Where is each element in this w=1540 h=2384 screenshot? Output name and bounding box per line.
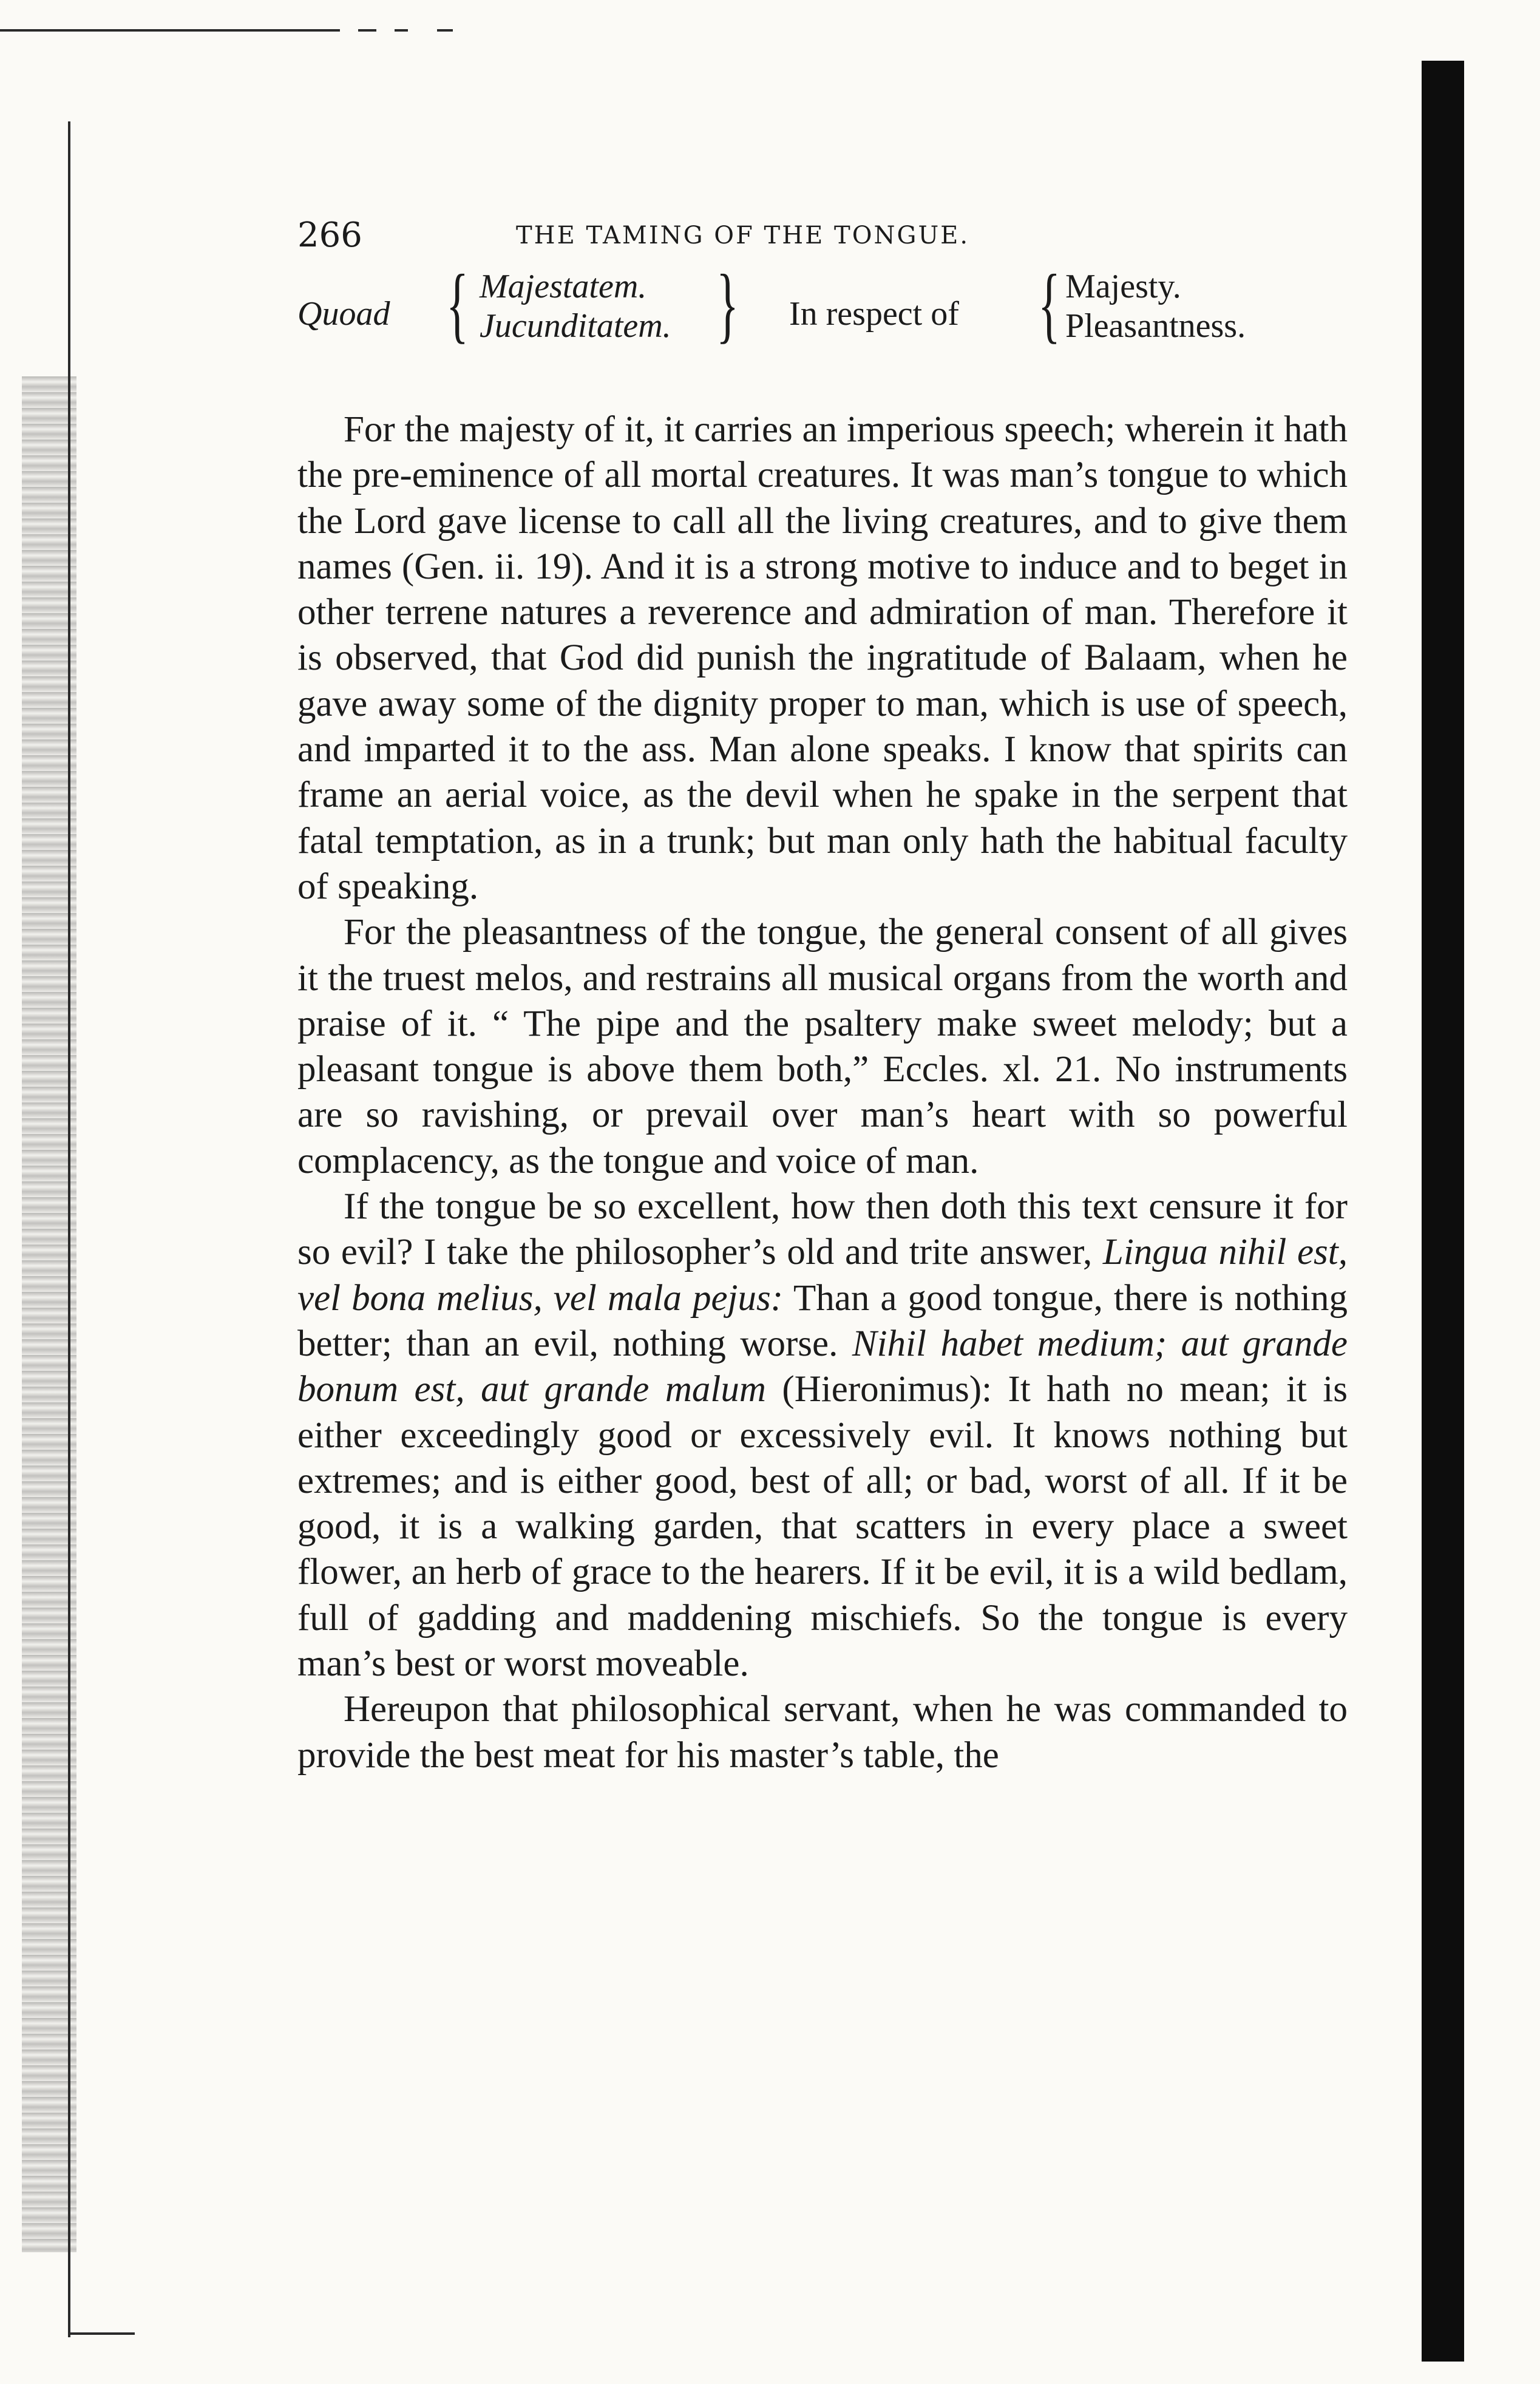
latin-quote: Nihil habet medium; aut grande bonum est, aut grande malum (297, 1323, 1348, 1410)
page-edge-line (68, 121, 70, 2337)
text-segment: If the tongue be so excellent, how then doth this text censure it for so evil? I take the philosopher’s old and trite answer, (297, 1186, 1348, 1273)
latin-term-1: Majestatem. (480, 268, 647, 305)
text-segment: Hereupon that philosophical servant, when he was commanded to provide the best meat for his master’s table, the (297, 1689, 1348, 1776)
text-segment: (Hieronimus): It hath no mean; it is either exceedingly good or excessively evil. It knows nothing but extremes; and is either good, best of all; or bad, worst of all. If it be good, it is a walking garden, that scatters in every place a sweet flower, an herb of grace to the hearers. If it be evil, it is a wild bedlam, full of gadding and maddening mischiefs. So the tongue is every man’s best or worst moveable. (297, 1369, 1348, 1685)
page-number: 266 (297, 216, 362, 255)
bottom-rule (68, 2332, 135, 2335)
text-segment: Than a good tongue, there is nothing better; than an evil, nothing worse. (297, 1277, 1348, 1364)
latin-term-2: Jucunditatem. (480, 307, 671, 345)
latin-english-table (297, 257, 1354, 370)
right-brace-icon: } (716, 257, 739, 351)
scan-edge-shadow (1422, 61, 1464, 2362)
english-term-2: Pleasantness. (1065, 307, 1246, 345)
latin-quote: Lingua nihil est, vel bona melius, vel mala pejus: (297, 1232, 1348, 1319)
left-brace-icon: { (446, 257, 469, 351)
running-title: THE TAMING OF THE TONGUE. (516, 222, 970, 250)
paragraph (297, 909, 1348, 1184)
paragraph (297, 1686, 1348, 1778)
quoad-label: Quoad (297, 295, 390, 333)
paragraph (297, 1184, 1348, 1686)
page-header (297, 216, 1354, 264)
text-segment: For the majesty of it, it carries an imperious speech; wherein it hath the pre-eminence of all mortal creatures. It was man’s tongue to which the Lord gave license to call all the living creatures, and to give them names (Gen. ii. 19). And it is a strong motive to induce and to beget in other terrene natures a reverence and admiration of man. Therefore it is observed, that God did punish the ingratitude of Balaam, when he gave away some of the dignity proper to man, which is use of speech, and imparted it to the ass. Man alone speaks. I know that spirits can frame an aerial voice, as the devil when he spake in the serpent that fatal temptation, as in a trunk; but man only hath the habitual faculty of speaking. (297, 409, 1348, 907)
left-brace-icon: { (1038, 257, 1060, 351)
top-rule-dash (395, 29, 408, 32)
text-segment: For the pleasantness of the tongue, the general consent of all gives it the truest melos, and restrains all musical organs from the worth and praise of it. “ The pipe and the psaltery make sweet melody; but a pleasant tongue is above them both,” Eccles. xl. 21. No instruments are so ravishing, or prevail over man’s heart with so powerful complacency, as the tongue and voice of man. (297, 912, 1348, 1181)
top-rule-dash (358, 29, 376, 32)
paragraph (297, 407, 1348, 909)
english-term-1: Majesty. (1065, 268, 1181, 305)
body-text (297, 407, 1348, 1778)
top-rule-dash (437, 29, 453, 32)
in-respect-of-label: In respect of (789, 295, 959, 333)
top-rule (0, 29, 340, 32)
